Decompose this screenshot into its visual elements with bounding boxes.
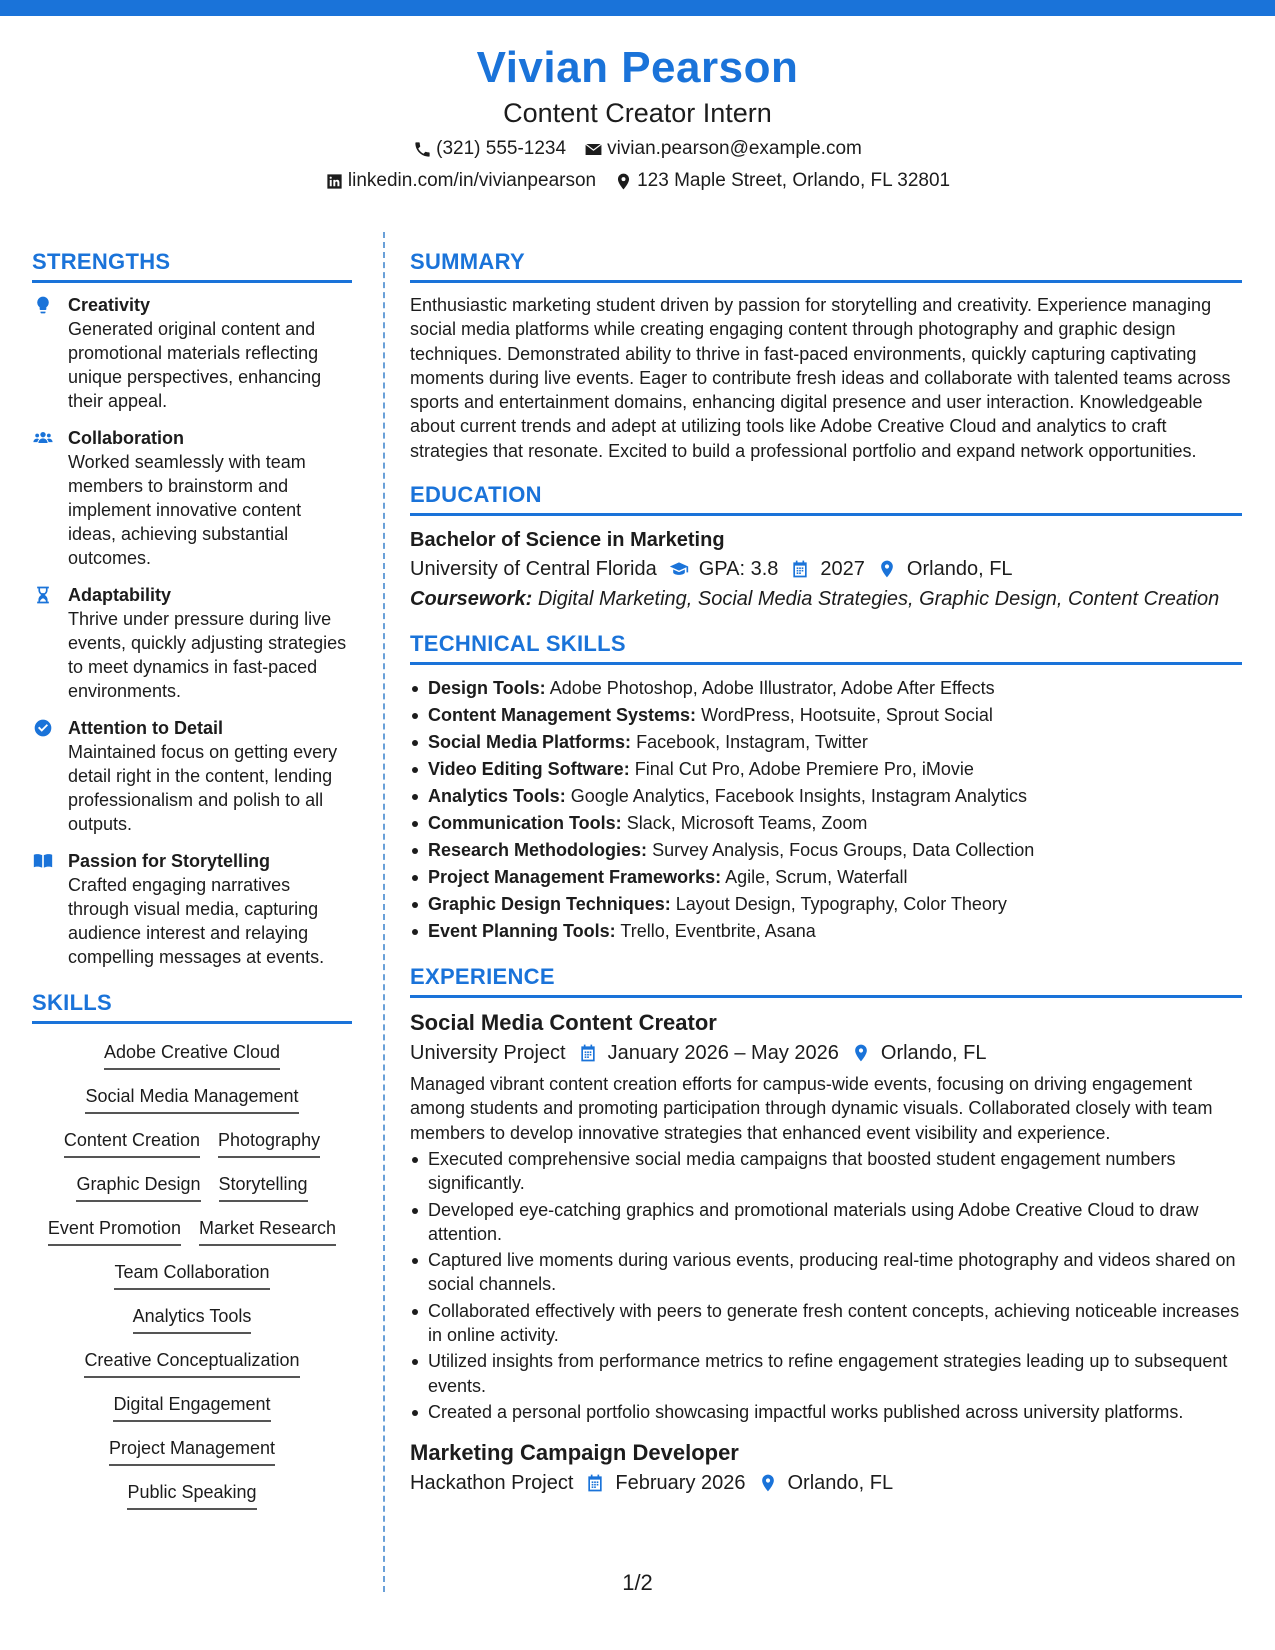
skill-tag: Analytics Tools: [133, 1304, 252, 1334]
education-location-item: [877, 554, 1013, 584]
users-icon: [33, 428, 53, 448]
skill-tag: Storytelling: [219, 1172, 308, 1202]
linkedin-contact[interactable]: [325, 168, 596, 194]
job-org: Hackathon Project: [410, 1472, 574, 1495]
right-column: [410, 248, 1242, 1498]
skills-list: [32, 1034, 352, 1510]
strength-desc: Worked seamlessly with team members to brainstorm and implement innovative content ideas, achieving substantial outcomes.: [68, 452, 306, 568]
job-entry: [410, 1438, 1242, 1498]
job-meta: [410, 1038, 1242, 1068]
tech-label: Graphic Design Techniques:: [428, 894, 671, 915]
degree-title: Bachelor of Science in Marketing: [410, 529, 725, 552]
skill-tag: Content Creation: [64, 1128, 200, 1158]
tech-value: Google Analytics, Facebook Insights, Instagram Analytics: [570, 786, 1027, 807]
tech-value: Final Cut Pro, Adobe Premiere Pro, iMovie: [634, 759, 974, 780]
school-name: University of Central Florida: [410, 558, 657, 581]
job-bullets: [410, 1147, 1242, 1424]
job-dates-item: [578, 1038, 839, 1068]
graduation-year: 2027: [820, 558, 865, 581]
tech-label: Content Management Systems:: [428, 705, 697, 726]
list-item: [410, 837, 1242, 864]
list-item: Created a personal portfolio showcasing impactful works published across university platforms.: [410, 1400, 1242, 1424]
coursework-label: Coursework:: [410, 588, 533, 611]
job-dates: January 2026 – May 2026: [607, 1042, 839, 1065]
job-meta: [410, 1468, 1242, 1498]
skill-tag: Photography: [218, 1128, 320, 1158]
list-item: [410, 891, 1242, 918]
column-divider: [383, 232, 385, 1592]
experience-title: EXPERIENCE: [410, 963, 1242, 998]
list-item: Collaborated effectively with peers to generate fresh content concepts, achieving noticeable increases in online activity.: [410, 1299, 1242, 1348]
strength-item: [32, 293, 352, 413]
page-number: 1/2: [622, 1570, 653, 1595]
calendar-icon: [578, 1043, 598, 1063]
tech-value: Adobe Photoshop, Adobe Illustrator, Adobe After Effects: [549, 678, 995, 699]
skill-tag: Social Media Management: [85, 1084, 298, 1114]
job-org: University Project: [410, 1042, 566, 1065]
job-location: Orlando, FL: [880, 1042, 987, 1065]
education-location: Orlando, FL: [906, 558, 1013, 581]
map-pin-icon: [851, 1043, 871, 1063]
list-item: Captured live moments during various events, producing real-time photography and videos shared on social channels.: [410, 1248, 1242, 1297]
list-item: [410, 783, 1242, 810]
education-meta: [410, 554, 1242, 584]
list-item: Utilized insights from performance metrics to refine engagement strategies leading up to subsequent events.: [410, 1349, 1242, 1398]
education-title: EDUCATION: [410, 481, 1242, 516]
strength-title: Creativity: [68, 295, 151, 315]
list-item: [410, 675, 1242, 702]
map-pin-icon: [758, 1473, 778, 1493]
job-title: Marketing Campaign Developer: [410, 1440, 739, 1466]
skill-tag: Creative Conceptualization: [84, 1348, 299, 1378]
left-column: [32, 248, 352, 1510]
lightbulb-icon: [33, 295, 53, 315]
tech-label: Video Editing Software:: [428, 759, 630, 780]
skill-tag: Digital Engagement: [113, 1392, 270, 1422]
tech-value: Trello, Eventbrite, Asana: [620, 921, 816, 942]
list-item: [410, 756, 1242, 783]
strength-desc: Maintained focus on getting every detail right in the content, lending professionalism and polish to all outputs.: [68, 742, 338, 834]
job-dates: February 2026: [615, 1472, 746, 1495]
strength-item: [32, 716, 352, 836]
address-text: 123 Maple Street, Orlando, FL 32801: [637, 170, 951, 191]
strength-desc: Generated original content and promotional materials reflecting unique perspectives, enhancing their appeal.: [68, 319, 322, 411]
resume-header: [0, 40, 1275, 194]
map-pin-icon: [614, 172, 633, 191]
job-location-item: [758, 1468, 894, 1498]
job-title: Social Media Content Creator: [410, 1010, 717, 1036]
strength-title: Collaboration: [68, 428, 184, 448]
strength-item: [32, 426, 352, 570]
strengths-title: STRENGTHS: [32, 248, 352, 283]
tech-value: WordPress, Hootsuite, Sprout Social: [701, 705, 993, 726]
job-dates-item: [585, 1468, 745, 1498]
calendar-icon: [585, 1473, 605, 1493]
linkedin-text: linkedin.com/in/vivianpearson: [347, 170, 597, 191]
phone-contact: [413, 136, 566, 162]
email-contact[interactable]: [584, 136, 862, 162]
skills-title: SKILLS: [32, 989, 352, 1024]
tech-label: Design Tools:: [428, 678, 546, 699]
check-circle-icon: [33, 718, 53, 738]
coursework-text: Digital Marketing, Social Media Strategies, Graphic Design, Content Creation: [537, 588, 1220, 611]
strength-item: [32, 849, 352, 969]
job-location: Orlando, FL: [787, 1472, 894, 1495]
strength-title: Passion for Storytelling: [68, 851, 271, 871]
strength-title: Attention to Detail: [68, 718, 223, 738]
contact-row-1: [0, 136, 1275, 162]
list-item: Executed comprehensive social media campaigns that boosted student engagement numbers significantly.: [410, 1147, 1242, 1196]
skill-tag: Team Collaboration: [114, 1260, 269, 1290]
tech-label: Social Media Platforms:: [428, 732, 632, 753]
coursework: [410, 584, 1242, 614]
candidate-name: Vivian Pearson: [476, 43, 799, 92]
top-accent-bar: [0, 0, 1275, 16]
skill-tag: Market Research: [199, 1216, 336, 1246]
envelope-icon: [584, 140, 603, 159]
skill-tag: Graphic Design: [76, 1172, 200, 1202]
summary-title: SUMMARY: [410, 248, 1242, 283]
strengths-list: [32, 293, 352, 969]
graduation-cap-icon: [669, 559, 689, 579]
skill-tag: Adobe Creative Cloud: [104, 1040, 280, 1070]
tech-value: Slack, Microsoft Teams, Zoom: [626, 813, 868, 834]
strength-desc: Thrive under pressure during live events, quickly adjusting strategies to meet dynamics in fast-paced environments.: [68, 609, 347, 701]
list-item: [410, 702, 1242, 729]
skill-tag: Project Management: [109, 1436, 275, 1466]
list-item: [410, 729, 1242, 756]
job-description: Managed vibrant content creation efforts for campus-wide events, focusing on driving engagement among students and promoting participation through dynamic visuals. Collaborated closely with team members to develop innovative strategies that enhanced event visibility and experience.: [410, 1074, 1213, 1143]
tech-label: Event Planning Tools:: [428, 921, 616, 942]
year-item: [790, 554, 865, 584]
strength-title: Adaptability: [68, 585, 172, 605]
contact-row-2: [0, 168, 1275, 194]
book-icon: [33, 851, 53, 871]
calendar-icon: [790, 559, 810, 579]
candidate-role: Content Creator Intern: [503, 98, 772, 128]
list-item: [410, 864, 1242, 891]
strength-desc: Crafted engaging narratives through visual media, capturing audience interest and relaying compelling messages at events.: [68, 875, 325, 967]
tech-value: Agile, Scrum, Waterfall: [725, 867, 908, 888]
technical-skills-list: [410, 675, 1242, 945]
job-entry: [410, 1008, 1242, 1424]
summary-text: Enthusiastic marketing student driven by passion for storytelling and creativity. Experience managing social media platforms while creating engaging content through photography and graphic design techniques. Demonstrated ability to thrive in fast-paced environments, quickly capturing captivating moments during live events. Eager to contribute fresh ideas and collaborate with talented teams across sports and entertainment domains, enhancing digital presence and user interaction. Knowledgeable about current trends and adept at utilizing tools like Adobe Creative Cloud and analytics to craft strategies that resonate. Excited to build a professional portfolio and expand network opportunities.: [410, 295, 1231, 461]
list-item: [410, 918, 1242, 945]
gpa-text: GPA: 3.8: [698, 558, 779, 581]
list-item: Developed eye-catching graphics and promotional materials using Adobe Creative Cloud to draw attention.: [410, 1198, 1242, 1247]
hourglass-icon: [33, 585, 53, 605]
tech-value: Layout Design, Typography, Color Theory: [675, 894, 1007, 915]
technical-skills-title: TECHNICAL SKILLS: [410, 630, 1242, 665]
job-location-item: [851, 1038, 987, 1068]
phone-icon: [413, 140, 432, 159]
skill-tag: Event Promotion: [48, 1216, 181, 1246]
tech-value: Facebook, Instagram, Twitter: [636, 732, 868, 753]
map-pin-icon: [877, 559, 897, 579]
address-contact: [614, 168, 950, 194]
skill-tag: Public Speaking: [127, 1480, 256, 1510]
strength-item: [32, 583, 352, 703]
tech-value: Survey Analysis, Focus Groups, Data Collection: [652, 840, 1035, 861]
tech-label: Research Methodologies:: [428, 840, 648, 861]
tech-label: Analytics Tools:: [428, 786, 566, 807]
phone-text: (321) 555-1234: [436, 138, 567, 159]
tech-label: Project Management Frameworks:: [428, 867, 722, 888]
linkedin-icon: [325, 172, 344, 191]
tech-label: Communication Tools:: [428, 813, 622, 834]
list-item: [410, 810, 1242, 837]
gpa-item: [669, 554, 779, 584]
email-text: vivian.pearson@example.com: [607, 138, 862, 159]
